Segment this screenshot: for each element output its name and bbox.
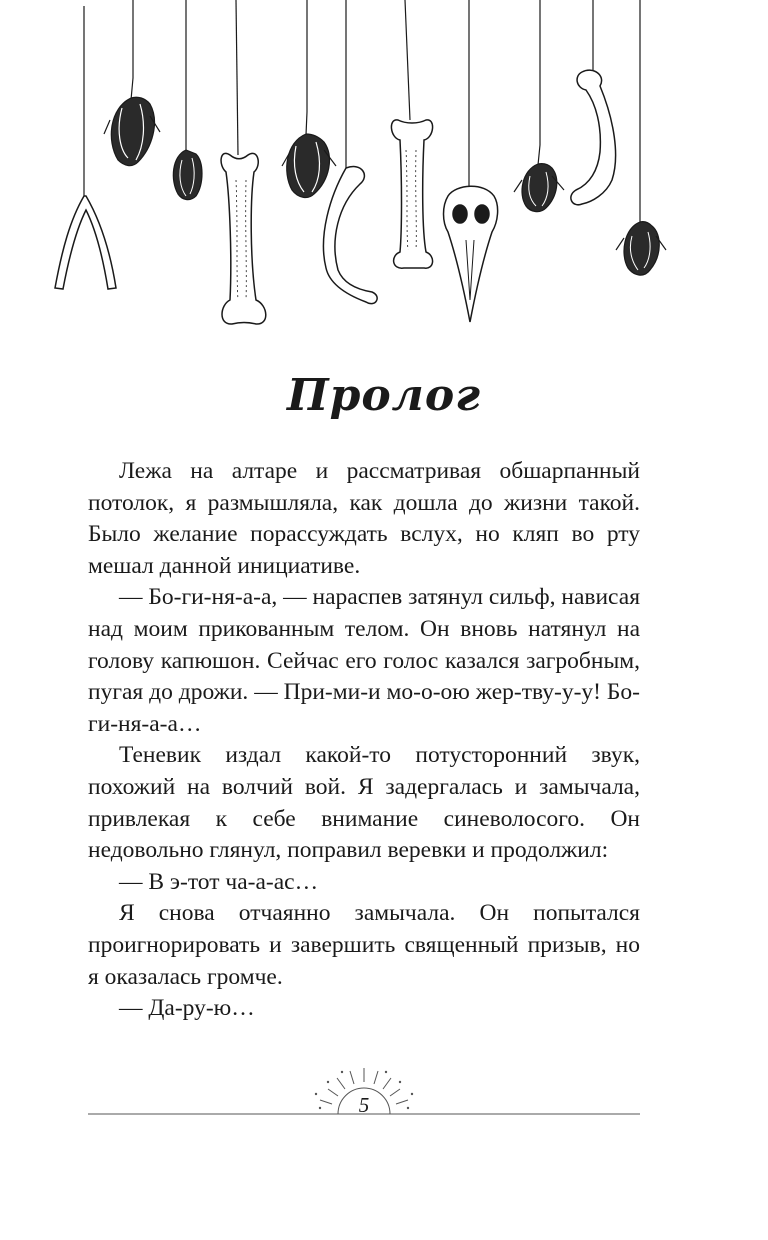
rib-bone-icon: [571, 70, 616, 205]
hanging-bones-illustration: [0, 0, 768, 345]
dried-flower-icon: [104, 78, 160, 166]
paragraph: — Да-ру-ю…: [119, 995, 255, 1022]
bird-skull-icon: [444, 186, 498, 322]
paragraph: Лежа на алтаре и рассматривая обшарпанный потолок, я размышляла, как дошла до жизни такой. Было желание порассуждать вслух, но кляп во рту мешал данной инициативе.: [88, 458, 640, 579]
dried-flower-icon: [173, 135, 202, 200]
dried-flower-icon: [616, 200, 666, 275]
paragraph: — Бо-ги-ня-а-а, — нараспев затянул сильф, нависая над моим прикованным телом. Он вновь натянул на голову капюшон. Сейчас его голос казался загробным, пугая до дрожи. — При-ми-и мо-о-ою жер-тву-у-у! Бо-ги-ня-а-а…: [88, 584, 640, 737]
page-number: 5: [358, 1093, 370, 1117]
wishbone-icon: [55, 196, 116, 289]
paragraph: Теневик издал какой-то потусторонний звук, похожий на волчий вой. Я задергалась и замычала, привлекая к себе внимание синеволосого. Он недовольно глянул, поправил веревки и продолжил:: [88, 742, 640, 864]
paragraph: Я снова отчаянно замычала. Он попытался проигнорировать и завершить священный призыв, но я оказалась громче.: [88, 900, 640, 990]
long-bone-icon: [391, 120, 432, 268]
dried-flower-icon: [514, 145, 564, 212]
long-bone-icon: [221, 153, 266, 324]
rib-bone-icon: [323, 167, 377, 304]
body-text: [88, 456, 640, 1025]
dried-flower-icon: [282, 112, 336, 197]
chapter-title: Пролог: [287, 370, 481, 421]
paragraph: — В э-тот ча-а-ас…: [119, 868, 319, 895]
page-footer: [88, 1062, 640, 1122]
